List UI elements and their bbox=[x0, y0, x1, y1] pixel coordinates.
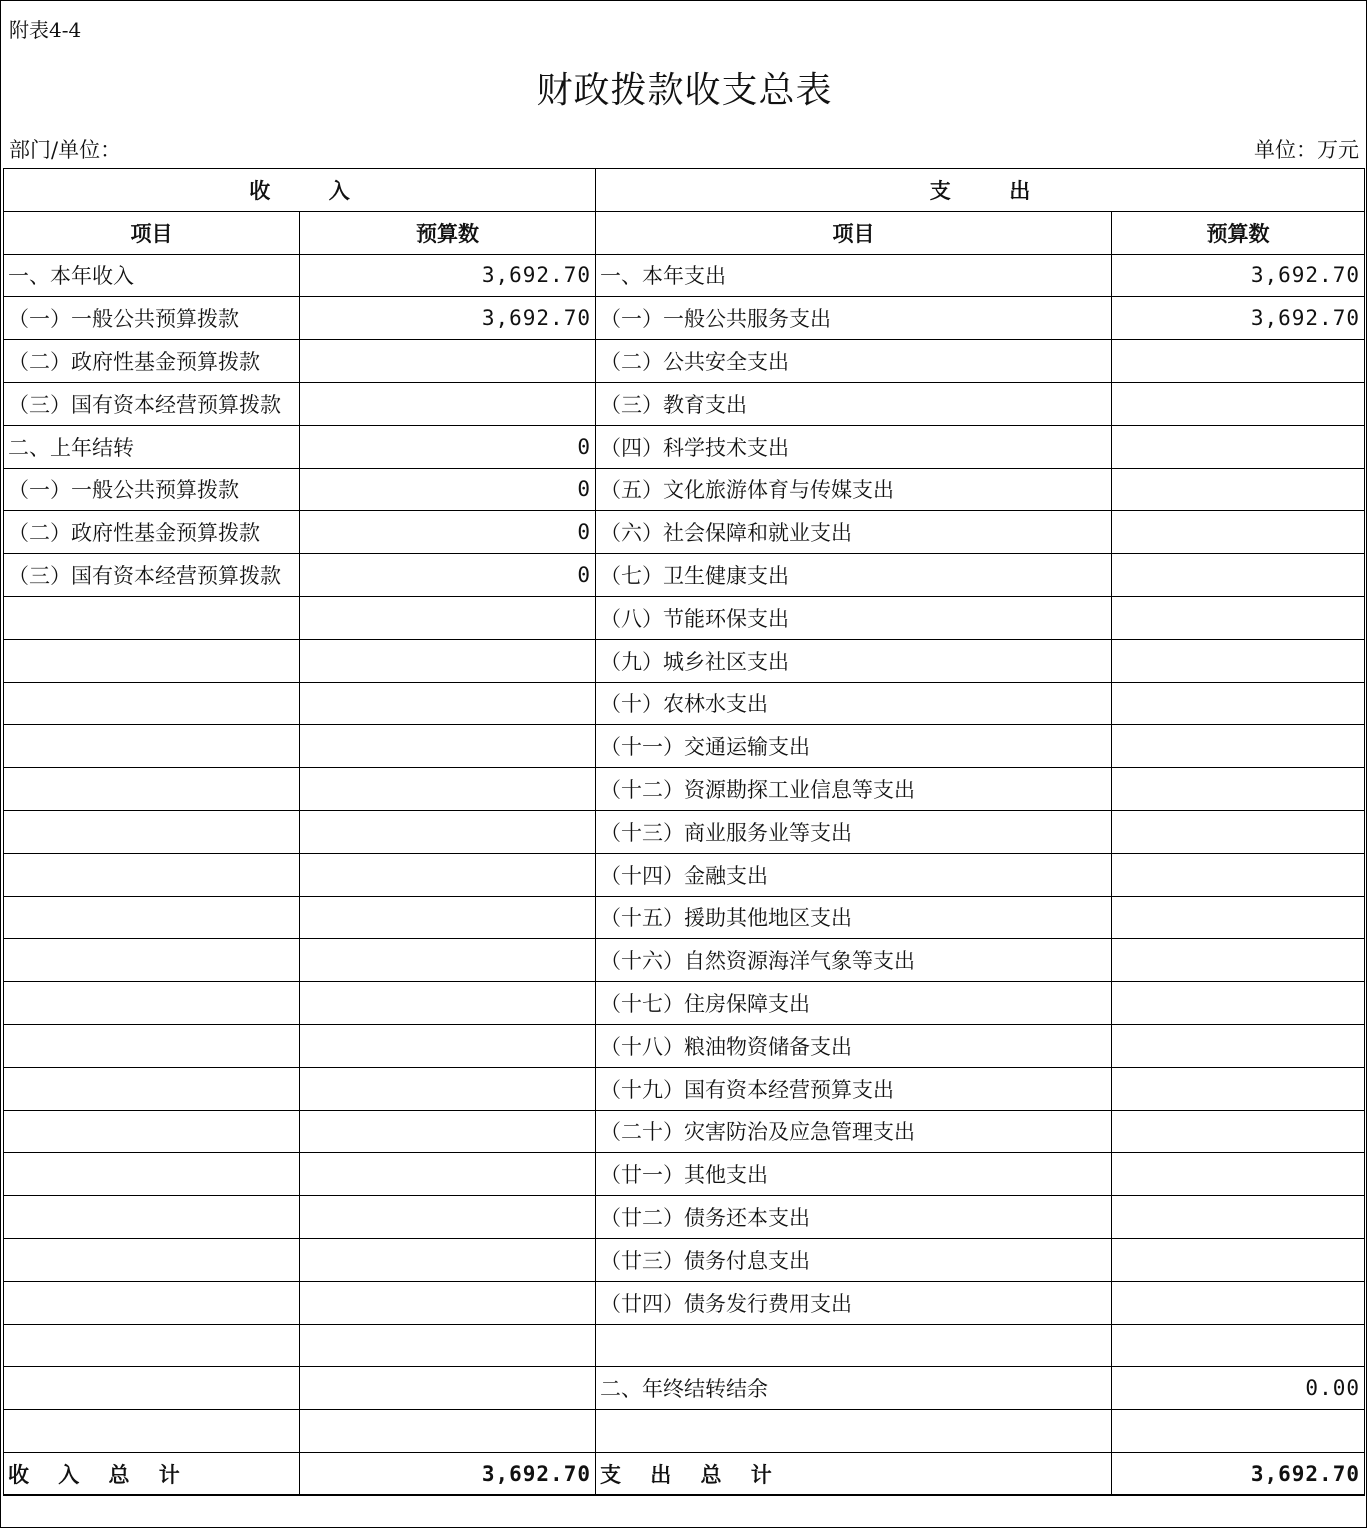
table-row bbox=[4, 425, 1365, 468]
income-item-cell: 二、上年结转 bbox=[4, 425, 300, 468]
table-row bbox=[4, 1410, 1365, 1453]
table-row bbox=[4, 1324, 1365, 1367]
expense-value-cell bbox=[1112, 682, 1365, 725]
expense-value-cell bbox=[1112, 596, 1365, 639]
column-header-row bbox=[4, 211, 1365, 254]
expense-value-cell: 0.00 bbox=[1112, 1367, 1365, 1410]
expense-value-cell bbox=[1112, 468, 1365, 511]
income-value-cell bbox=[300, 1067, 596, 1110]
expense-value-cell bbox=[1112, 1196, 1365, 1239]
expense-value-cell bbox=[1112, 853, 1365, 896]
income-value-cell bbox=[300, 725, 596, 768]
income-value-cell bbox=[300, 596, 596, 639]
income-item-cell: （一）一般公共预算拨款 bbox=[4, 297, 300, 340]
expense-item-cell: （四）科学技术支出 bbox=[596, 425, 1112, 468]
table-row bbox=[4, 639, 1365, 682]
income-value-cell bbox=[300, 1367, 596, 1410]
income-item-cell bbox=[4, 725, 300, 768]
table-row bbox=[4, 1281, 1365, 1324]
income-value-cell bbox=[300, 1238, 596, 1281]
table-row bbox=[4, 1196, 1365, 1239]
department-label: 部门/单位： bbox=[9, 138, 122, 162]
income-item-cell bbox=[4, 768, 300, 811]
income-value-cell: 3,692.70 bbox=[300, 254, 596, 297]
income-value-cell: 0 bbox=[300, 425, 596, 468]
income-item-cell bbox=[4, 896, 300, 939]
table-row bbox=[4, 468, 1365, 511]
table-row bbox=[4, 1024, 1365, 1067]
income-value-cell bbox=[300, 853, 596, 896]
totals-row bbox=[4, 1452, 1365, 1495]
expense-item-cell: （廿四）债务发行费用支出 bbox=[596, 1281, 1112, 1324]
expense-total-label: 支 出 总 计 bbox=[596, 1452, 1112, 1495]
income-value-cell bbox=[300, 382, 596, 425]
table-row bbox=[4, 725, 1365, 768]
income-item-cell: （二）政府性基金预算拨款 bbox=[4, 511, 300, 554]
income-value-cell bbox=[300, 768, 596, 811]
income-item-cell: （二）政府性基金预算拨款 bbox=[4, 340, 300, 383]
expense-value-cell bbox=[1112, 639, 1365, 682]
table-row bbox=[4, 682, 1365, 725]
income-item-cell bbox=[4, 1067, 300, 1110]
expense-item-cell: （廿一）其他支出 bbox=[596, 1153, 1112, 1196]
expense-item-cell: （九）城乡社区支出 bbox=[596, 639, 1112, 682]
income-item-cell bbox=[4, 1110, 300, 1153]
expense-value-cell bbox=[1112, 1024, 1365, 1067]
expense-item-cell: （十四）金融支出 bbox=[596, 853, 1112, 896]
income-item-cell bbox=[4, 939, 300, 982]
expense-value-cell bbox=[1112, 1110, 1365, 1153]
income-value-cell: 0 bbox=[300, 554, 596, 597]
income-item-cell bbox=[4, 1367, 300, 1410]
income-item-cell bbox=[4, 1410, 300, 1453]
table-row bbox=[4, 810, 1365, 853]
expense-value-cell bbox=[1112, 1281, 1365, 1324]
table-row bbox=[4, 1153, 1365, 1196]
expense-item-cell: （八）节能环保支出 bbox=[596, 596, 1112, 639]
table-row bbox=[4, 939, 1365, 982]
expense-value-cell bbox=[1112, 511, 1365, 554]
table-row bbox=[4, 596, 1365, 639]
expense-value-cell: 3,692.70 bbox=[1112, 297, 1365, 340]
income-item-cell bbox=[4, 1324, 300, 1367]
income-item-cell bbox=[4, 639, 300, 682]
income-item-cell bbox=[4, 596, 300, 639]
table-row bbox=[4, 297, 1365, 340]
income-value-cell bbox=[300, 682, 596, 725]
expense-value-cell bbox=[1112, 982, 1365, 1025]
income-item-cell bbox=[4, 810, 300, 853]
expense-item-cell: 二、年终结转结余 bbox=[596, 1367, 1112, 1410]
expense-item-cell: （十二）资源勘探工业信息等支出 bbox=[596, 768, 1112, 811]
expense-value-cell bbox=[1112, 1410, 1365, 1453]
section-header-row bbox=[4, 169, 1365, 212]
income-value-cell bbox=[300, 982, 596, 1025]
income-item-cell: （一）一般公共预算拨款 bbox=[4, 468, 300, 511]
expense-item-cell: （七）卫生健康支出 bbox=[596, 554, 1112, 597]
expense-value-cell bbox=[1112, 554, 1365, 597]
expense-item-cell: （六）社会保障和就业支出 bbox=[596, 511, 1112, 554]
table-row bbox=[4, 896, 1365, 939]
income-value-cell bbox=[300, 1410, 596, 1453]
table-note: 附表4-4 bbox=[9, 18, 82, 42]
expense-value-cell bbox=[1112, 382, 1365, 425]
income-item-cell bbox=[4, 1281, 300, 1324]
expense-item-cell: （五）文化旅游体育与传媒支出 bbox=[596, 468, 1112, 511]
expense-value-cell bbox=[1112, 1153, 1365, 1196]
income-value-cell bbox=[300, 1153, 596, 1196]
table-row bbox=[4, 1238, 1365, 1281]
expense-total-value: 3,692.70 bbox=[1112, 1452, 1365, 1495]
unit-label: 单位：万元 bbox=[1254, 138, 1359, 162]
expense-item-cell: （三）教育支出 bbox=[596, 382, 1112, 425]
table-row bbox=[4, 511, 1365, 554]
page-title: 财政拨款收支总表 bbox=[536, 70, 833, 111]
table-row bbox=[4, 1367, 1365, 1410]
income-value-cell bbox=[300, 896, 596, 939]
table-row bbox=[4, 1110, 1365, 1153]
income-item-cell bbox=[4, 682, 300, 725]
table-row bbox=[4, 1067, 1365, 1110]
expense-value-cell: 3,692.70 bbox=[1112, 254, 1365, 297]
expense-item-cell: （十七）住房保障支出 bbox=[596, 982, 1112, 1025]
table-row bbox=[4, 554, 1365, 597]
income-value-cell bbox=[300, 340, 596, 383]
income-item-header: 项目 bbox=[4, 211, 300, 254]
expense-item-cell: （廿三）债务付息支出 bbox=[596, 1238, 1112, 1281]
table-row bbox=[4, 982, 1365, 1025]
income-value-cell bbox=[300, 1281, 596, 1324]
income-value-cell: 3,692.70 bbox=[300, 297, 596, 340]
table-row bbox=[4, 768, 1365, 811]
expense-item-cell: （十九）国有资本经营预算支出 bbox=[596, 1067, 1112, 1110]
expense-value-cell bbox=[1112, 1238, 1365, 1281]
expense-item-cell: （十六）自然资源海洋气象等支出 bbox=[596, 939, 1112, 982]
expense-item-cell: （十八）粮油物资储备支出 bbox=[596, 1024, 1112, 1067]
income-item-cell bbox=[4, 853, 300, 896]
expense-item-header: 项目 bbox=[596, 211, 1112, 254]
income-item-cell: （三）国有资本经营预算拨款 bbox=[4, 382, 300, 425]
budget-table bbox=[3, 168, 1365, 1496]
expense-value-cell bbox=[1112, 1067, 1365, 1110]
income-value-cell bbox=[300, 1110, 596, 1153]
income-value-cell bbox=[300, 639, 596, 682]
expense-section-header: 支 出 bbox=[596, 169, 1365, 212]
table-row bbox=[4, 853, 1365, 896]
table-row bbox=[4, 382, 1365, 425]
expense-item-cell: （十三）商业服务业等支出 bbox=[596, 810, 1112, 853]
expense-value-cell bbox=[1112, 425, 1365, 468]
income-value-cell bbox=[300, 939, 596, 982]
income-item-cell: 一、本年收入 bbox=[4, 254, 300, 297]
expense-value-cell bbox=[1112, 1324, 1365, 1367]
income-value-cell: 0 bbox=[300, 468, 596, 511]
expense-item-cell: （十五）援助其他地区支出 bbox=[596, 896, 1112, 939]
expense-value-cell bbox=[1112, 896, 1365, 939]
income-item-cell bbox=[4, 982, 300, 1025]
income-value-cell: 0 bbox=[300, 511, 596, 554]
expense-item-cell: （二十）灾害防治及应急管理支出 bbox=[596, 1110, 1112, 1153]
expense-value-cell bbox=[1112, 340, 1365, 383]
expense-budget-header: 预算数 bbox=[1112, 211, 1365, 254]
expense-value-cell bbox=[1112, 768, 1365, 811]
income-section-header: 收 入 bbox=[4, 169, 596, 212]
expense-value-cell bbox=[1112, 725, 1365, 768]
expense-item-cell bbox=[596, 1410, 1112, 1453]
income-item-cell bbox=[4, 1153, 300, 1196]
income-item-cell bbox=[4, 1196, 300, 1239]
expense-item-cell: 一、本年支出 bbox=[596, 254, 1112, 297]
income-item-cell bbox=[4, 1024, 300, 1067]
table-row bbox=[4, 254, 1365, 297]
income-item-cell: （三）国有资本经营预算拨款 bbox=[4, 554, 300, 597]
income-total-label: 收 入 总 计 bbox=[4, 1452, 300, 1495]
expense-item-cell: （廿二）债务还本支出 bbox=[596, 1196, 1112, 1239]
income-value-cell bbox=[300, 810, 596, 853]
expense-value-cell bbox=[1112, 810, 1365, 853]
expense-value-cell bbox=[1112, 939, 1365, 982]
expense-item-cell: （十一）交通运输支出 bbox=[596, 725, 1112, 768]
income-budget-header: 预算数 bbox=[300, 211, 596, 254]
expense-item-cell bbox=[596, 1324, 1112, 1367]
income-item-cell bbox=[4, 1238, 300, 1281]
expense-item-cell: （一）一般公共服务支出 bbox=[596, 297, 1112, 340]
income-value-cell bbox=[300, 1196, 596, 1239]
expense-item-cell: （二）公共安全支出 bbox=[596, 340, 1112, 383]
table-row bbox=[4, 340, 1365, 383]
income-value-cell bbox=[300, 1324, 596, 1367]
expense-item-cell: （十）农林水支出 bbox=[596, 682, 1112, 725]
income-value-cell bbox=[300, 1024, 596, 1067]
income-total-value: 3,692.70 bbox=[300, 1452, 596, 1495]
